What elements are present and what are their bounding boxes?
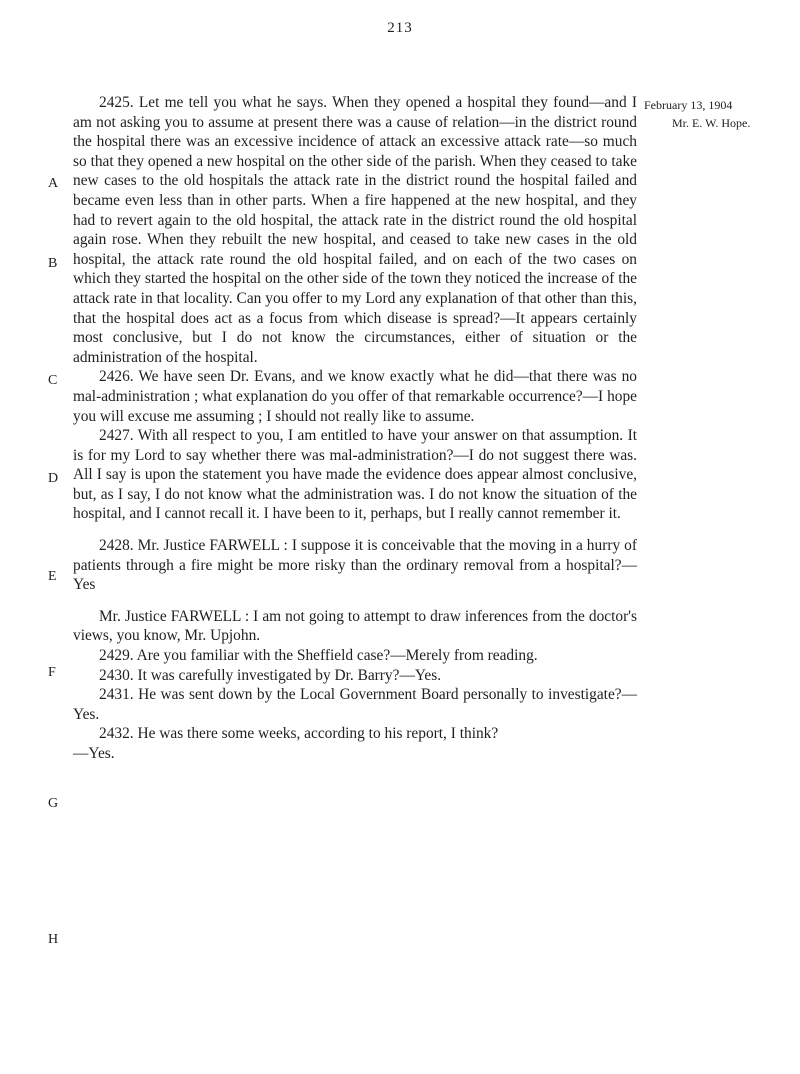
margin-letter-b: B [48, 256, 58, 271]
question-2426: 2426. We have seen Dr. Evans, and we know exactly what he did—that there was no mal-administration ; what explanation do you offer of that remarkable occurrence?—I hope you will excuse me assuming ; I should not really like to assume. [73, 368, 637, 425]
margin-letter-e: E [48, 569, 57, 584]
judge-remark: Mr. Justice FARWELL : I am not going to attempt to draw inferences from the doctor's views, you know, Mr. Upjohn. [73, 607, 637, 645]
margin-letter-a: A [48, 176, 59, 191]
question-2429: 2429. Are you familiar with the Sheffield case?—Merely from reading. [99, 647, 538, 665]
question-2430: 2430. It was carefully investigated by Dr. Barry?—Yes. [99, 666, 442, 684]
margin-letter-f: F [48, 665, 56, 680]
witness-name: Mr. E. W. Hope. [672, 116, 751, 130]
margin-letter-c: C [48, 373, 58, 388]
question-2431: 2431. He was sent down by the Local Government Board personally to investigate?—Yes. [73, 686, 637, 723]
page-number: 213 [387, 20, 413, 36]
answer-2432: —Yes. [73, 745, 115, 762]
margin-letter-d: D [48, 471, 59, 486]
testimony-text [73, 93, 637, 764]
question-2432: 2432. He was there some weeks, according to his report, I think? [99, 725, 499, 743]
question-2427: 2427. With all respect to you, I am entitled to have your answer on that assumption. It is for my Lord to say whether there was mal-administration?—I do not suggest there was. All I say is upon the statement you have made the evidence does appear almost conclusive, but, as I say, I do not know what the administration was. I do not know the situation of the hospital, and I cannot recall it. I have been to it, perhaps, but I really cannot remember it. [73, 427, 637, 523]
hearing-date: February 13, 1904 [644, 98, 733, 112]
margin-letter-g: G [48, 796, 59, 811]
question-2428: 2428. Mr. Justice FARWELL : I suppose it is conceivable that the moving in a hurry of patients through a fire might be more risky than the ordinary removal from a hospital?—Yes [73, 537, 637, 594]
question-2425: 2425. Let me tell you what he says. When they opened a hospital they found—and I am not asking you to assume at present there was a cause of relation—in the district round the hospital there was an excessive incidence of attack an excessive attack rate—so much so that they opened a new hospital on the other side of the parish. When they ceased to take new cases to the old hospitals the attack rate in the district round the hospital failed and became even less than in other parts. When a fire happened at the new hospital, and they had to revert again to the old hospital, the attack rate in the district round the old hospital again rose. When they rebuilt the new hospital, and ceased to take new cases in the old hospital, the attack rate round the old hospital failed, and on each of the two cases on which they started the hospital on the other side of the town they noticed the increase of the attack rate in that locality. Can you offer to my Lord any explanation of that other than this, that the hospital does act as a focus from which disease is spread?—It appears certainly most conclusive, but I do not know the circumstances, either of situation or the administration of the hospital. [73, 94, 637, 366]
side-note [644, 96, 796, 132]
margin-letter-h: H [48, 932, 59, 947]
